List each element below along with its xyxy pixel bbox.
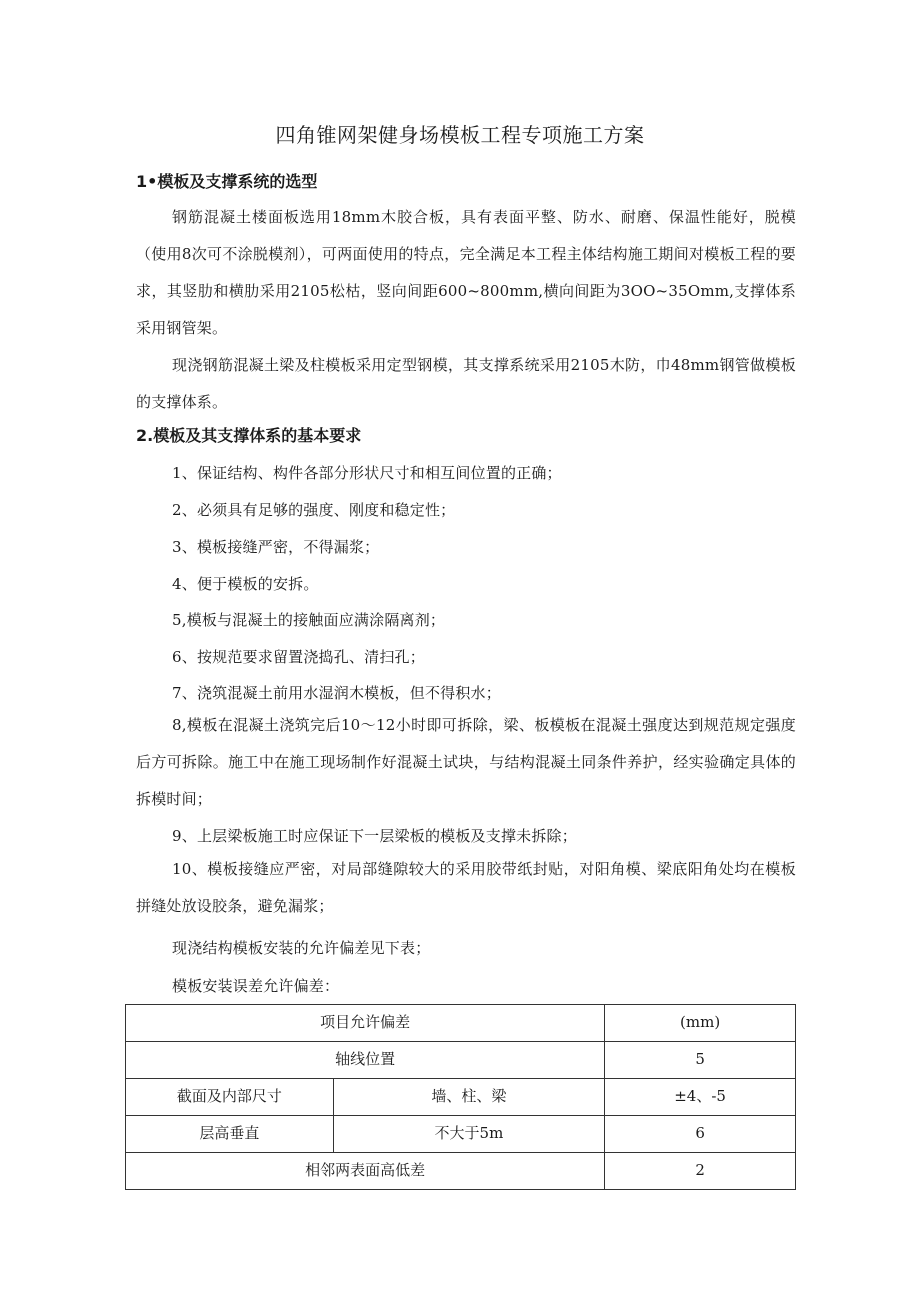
table-row [126, 1042, 796, 1079]
table-caption: 模板安装误差允许偏差： [172, 977, 340, 995]
table-row [126, 1116, 796, 1153]
requirement-item-10: 10、模板接缝应严密，对局部缝隙较大的采用胶带纸封贴，对阳角模、梁底阳角处均在模板拼缝处放设胶条，避免漏浆； [136, 860, 796, 915]
section-1-heading: 1•模板及支撑系统的选型 [136, 172, 318, 191]
requirement-item-5: 5,模板与混凝土的接触面应满涂隔离剂； [172, 611, 446, 629]
requirement-item-1: 1、保证结构、构件各部分形状尺寸和相互间位置的正确； [172, 464, 562, 482]
table-header-unit: (mm) [605, 1005, 796, 1042]
table-cell-value: 6 [605, 1116, 796, 1153]
section-1-paragraph-1: 钢筋混凝土楼面板选用18mm木胶合板，具有表面平整、防水、耐磨、保温性能好，脱模（使用8次可不涂脱模剂），可两面使用的特点，完全满足本工程主体结构施工期间对模板工程的要求，其竖肋和横肋采用2105松枯，竖向间距600~800mm,横向间距为3OO~35Omm,支撑体系采用钢管架。 [136, 208, 796, 337]
requirement-item-2: 2、必须具有足够的强度、刚度和稳定性； [172, 501, 456, 519]
table-row [126, 1153, 796, 1190]
table-cell-value: ±4、-5 [605, 1079, 796, 1116]
requirement-item-6: 6、按规范要求留置浇捣孔、清扫孔； [172, 648, 425, 666]
table-header-item: 项目允许偏差 [126, 1005, 605, 1042]
table-header-row [126, 1005, 796, 1042]
table-cell-item: 轴线位置 [126, 1042, 605, 1079]
table-cell-sub: 墙、柱、梁 [333, 1079, 605, 1116]
section-2-heading: 2.模板及其支撑体系的基本要求 [136, 426, 362, 445]
table-cell-item: 截面及内部尺寸 [126, 1079, 334, 1116]
requirement-item-7: 7、浇筑混凝土前用水湿润木模板，但不得积水； [172, 684, 501, 702]
deviation-table [125, 1004, 796, 1190]
table-cell-sub: 不大于5m [333, 1116, 605, 1153]
table-cell-item: 相邻两表面高低差 [126, 1153, 605, 1190]
table-intro-text: 现浇结构模板安装的允许偏差见下表； [172, 939, 431, 957]
requirement-item-4: 4、便于模板的安拆。 [172, 575, 319, 593]
table-row [126, 1079, 796, 1116]
requirement-item-9: 9、上层梁板施工时应保证下一层梁板的模板及支撑未拆除； [172, 827, 577, 845]
table-cell-item: 层高垂直 [126, 1116, 334, 1153]
requirement-item-8: 8,模板在混凝土浇筑完后10～12小时即可拆除，梁、板模板在混凝土强度达到规范规定强度后方可拆除。施工中在施工现场制作好混凝土试块，与结构混凝土同条件养护，经实验确定具体的拆模时间； [136, 716, 796, 808]
document-title: 四角锥网架健身场模板工程专项施工方案 [275, 123, 645, 147]
requirement-item-3: 3、模板接缝严密，不得漏浆； [172, 538, 380, 556]
table-cell-value: 2 [605, 1153, 796, 1190]
section-1-paragraph-2: 现浇钢筋混凝土梁及柱模板采用定型钢模，其支撑系统采用2105木防，巾48mm钢管做模板的支撑体系。 [136, 356, 796, 411]
table-cell-value: 5 [605, 1042, 796, 1079]
